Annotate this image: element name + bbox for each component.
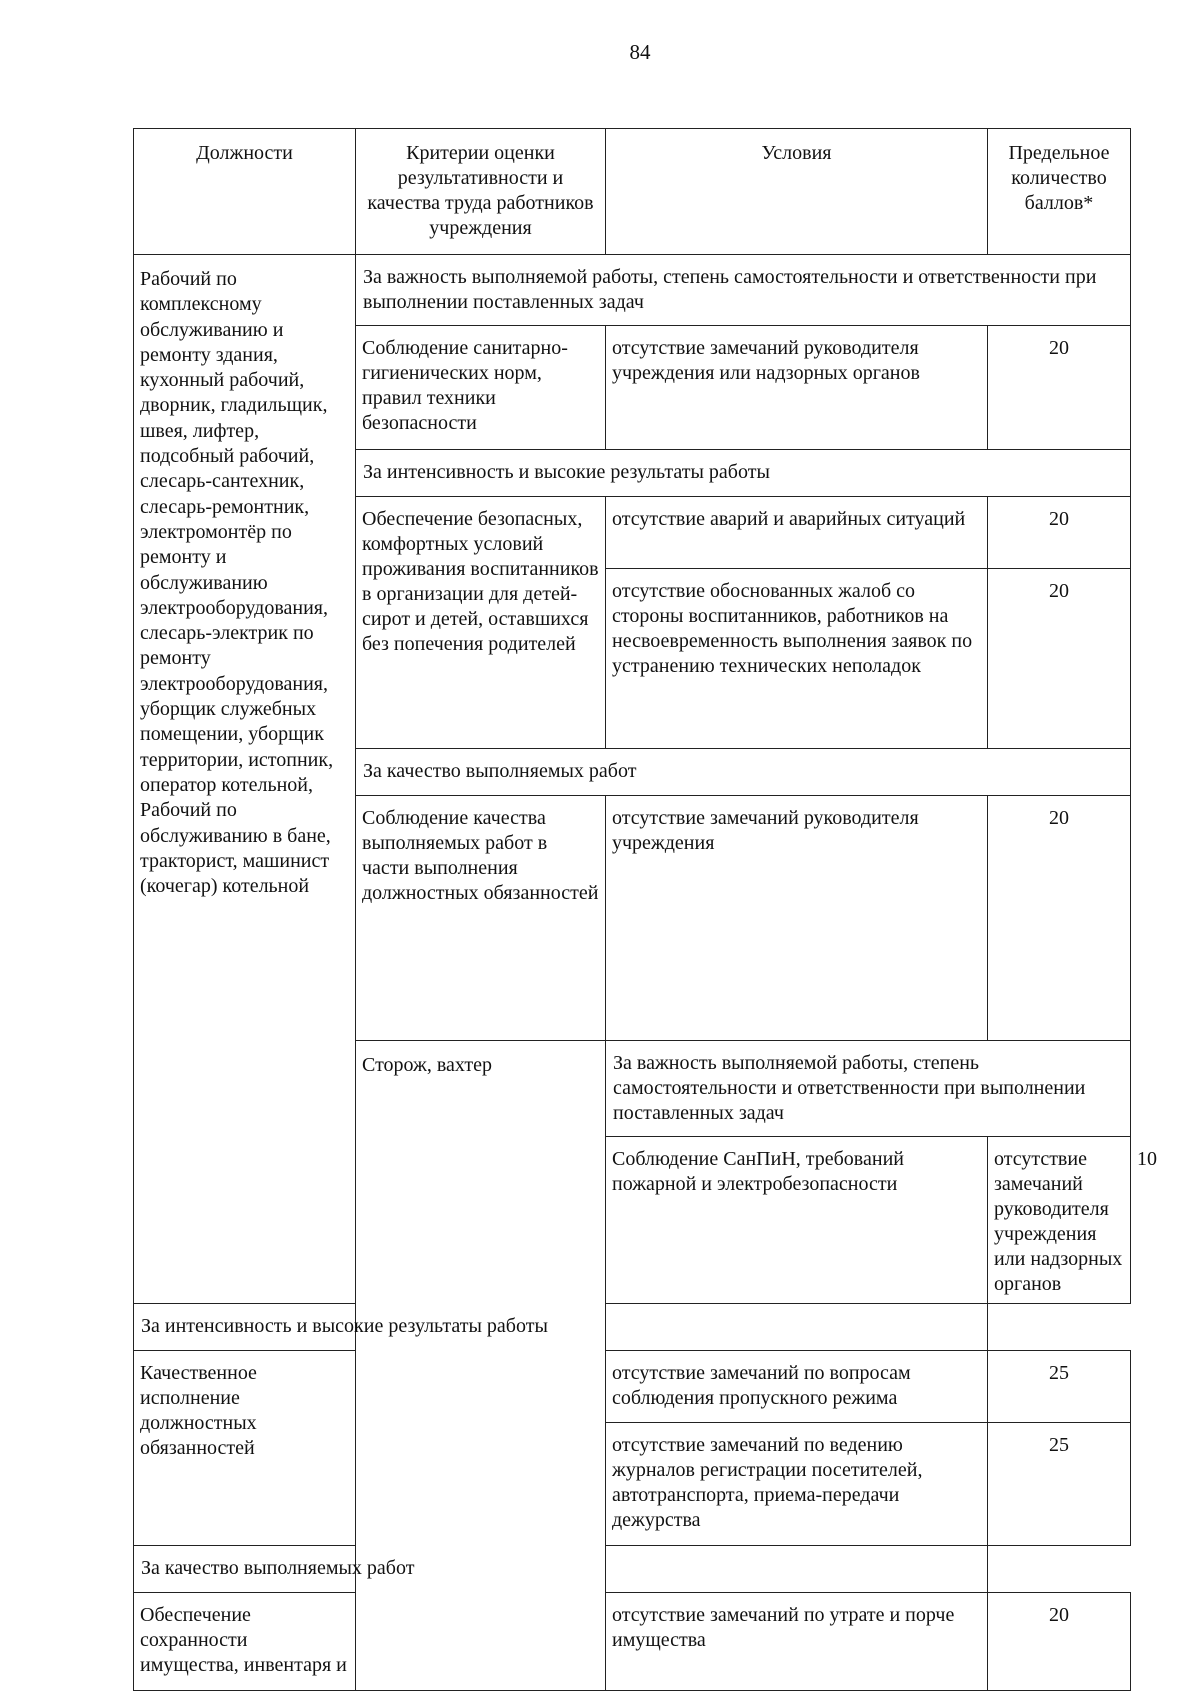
points-cell: 25 [988, 1351, 1131, 1423]
positions-cell: Рабочий по комплексному обслуживанию и ремонту здания, кухонный рабочий, дворник, гладильщик, швея, лифтер, подсобный рабочий, слесарь-сантехник, слесарь-ремонтник, электромонтёр по ремонту и обслуживанию электрооборудования, слесарь-электрик по ремонту электрооборудования, уборщик служебных помещении, уборщик территории, истопник, оператор котельной, Рабочий по обслуживанию в бане, тракторист, машинист (кочегар) котельной [134, 255, 356, 1304]
header-conditions: Условия [606, 129, 988, 255]
section-title: За важность выполняемой работы, степень самостоятельности и ответственности при выполнении поставленных задач [356, 255, 1131, 326]
condition-cell: отсутствие замечаний руководителя учреждения или надзорных органов [606, 326, 988, 450]
criterion-cell: Обеспечение безопасных, комфортных условий проживания воспитанников в организации для детей-сирот и детей, оставшихся без попечения родителей [356, 497, 606, 749]
points-cell: 20 [988, 569, 1131, 749]
positions-cell: Сторож, вахтер [356, 1041, 606, 1691]
criterion-cell: Соблюдение санитарно-гигиенических норм, правил техники безопасности [356, 326, 606, 450]
condition-cell: отсутствие замечаний руководителя учреждения [606, 796, 988, 1041]
points-cell: 20 [988, 326, 1131, 450]
criterion-cell: Качественное исполнение должностных обязанностей [134, 1351, 356, 1546]
points-cell: 20 [988, 497, 1131, 569]
points-cell: 20 [988, 796, 1131, 1041]
condition-cell: отсутствие замечаний по ведению журналов регистрации посетителей, автотранспорта, приема-передачи дежурства [606, 1423, 988, 1546]
condition-cell: отсутствие замечаний по утрате и порче имущества [606, 1593, 988, 1691]
table-row [134, 1304, 1131, 1351]
condition-cell: отсутствие аварий и аварийных ситуаций [606, 497, 988, 569]
header-positions: Должности [134, 129, 356, 255]
criterion-cell: Соблюдение качества выполняемых работ в части выполнения должностных обязанностей [356, 796, 606, 1041]
condition-cell: отсутствие замечаний по вопросам соблюдения пропускного режима [606, 1351, 988, 1423]
section-title: За интенсивность и высокие результаты работы [356, 450, 1131, 497]
condition-cell: отсутствие замечаний руководителя учреждения или надзорных органов [988, 1137, 1131, 1304]
table-row: Соблюдение СанПиН, требований пожарной и электробезопасности отсутствие замечаний руководителя учреждения или надзорных органов 10 [134, 1137, 1131, 1304]
table-row [134, 255, 1131, 326]
criteria-table [133, 128, 1157, 1691]
condition-cell: отсутствие обоснованных жалоб со стороны воспитанников, работников на несвоевременность выполнения заявок по устранению технических неполадок [606, 569, 988, 749]
section-title: За важность выполняемой работы, степень самостоятельности и ответственности при выполнении поставленных задач [606, 1041, 1131, 1137]
section-title: За качество выполняемых работ [134, 1546, 988, 1593]
table-row [134, 1351, 1131, 1423]
table-header-row [134, 129, 1131, 255]
page-number: 84 [629, 40, 651, 64]
criterion-cell: Обеспечение сохранности имущества, инвентаря и [134, 1593, 356, 1691]
section-title: За качество выполняемых работ [356, 749, 1131, 796]
table-row [134, 1593, 1131, 1691]
section-title: За интенсивность и высокие результаты работы [134, 1304, 988, 1351]
header-criteria: Критерии оценки результативности и качества труда работников учреждения [356, 129, 606, 255]
points-cell: 20 [988, 1593, 1131, 1691]
table-row [134, 1546, 1131, 1593]
header-points: Предельное количество баллов* [988, 129, 1131, 255]
points-cell: 25 [988, 1423, 1131, 1546]
criterion-cell: Соблюдение СанПиН, требований пожарной и электробезопасности [606, 1137, 988, 1304]
